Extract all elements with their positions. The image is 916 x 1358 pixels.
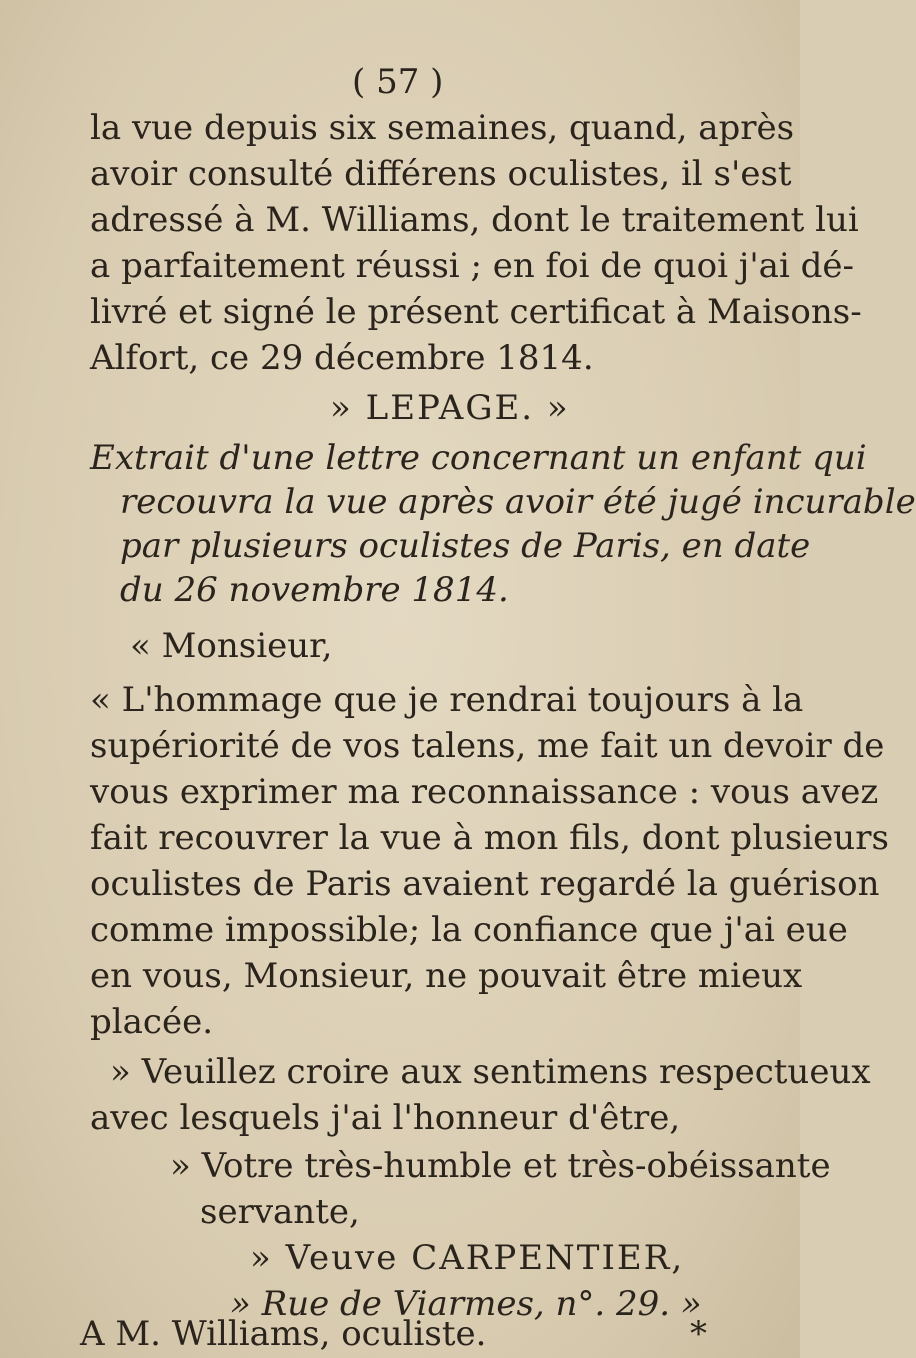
- body-line-6: Alfort, ce 29 décembre 1814.: [90, 338, 594, 378]
- addressee: A M. Williams, oculiste.: [80, 1314, 487, 1354]
- letter-line-3: vous exprimer ma reconnaissance : vous avez: [90, 772, 879, 812]
- closing-line-4: servante,: [200, 1192, 360, 1232]
- body-line-4: a parfaitement réussi ; en foi de quoi j'ai dé-: [90, 246, 855, 286]
- letter-line-5: oculistes de Paris avaient regardé la guérison: [90, 864, 880, 904]
- page-number: ( 57 ): [352, 62, 444, 102]
- extract-title-line-2: recouvra la vue après avoir été jugé incurable: [120, 482, 916, 522]
- extract-title-line-4: du 26 novembre 1814.: [120, 570, 509, 610]
- letter-line-6: comme impossible; la confiance que j'ai eue: [90, 910, 848, 950]
- closing-line-5: » Veuve CARPENTIER,: [250, 1238, 685, 1278]
- body-line-2: avoir consulté différens oculistes, il s'est: [90, 154, 792, 194]
- asterisk-mark: *: [690, 1314, 707, 1354]
- closing-line-1: » Veuillez croire aux sentimens respectueux: [110, 1052, 871, 1092]
- body-line-5: livré et signé le présent certificat à Maisons-: [90, 292, 862, 332]
- body-line-3: adressé à M. Williams, dont le traitement lui: [90, 200, 859, 240]
- signature-lepage: » LEPAGE. »: [330, 388, 570, 428]
- letter-line-7: en vous, Monsieur, ne pouvait être mieux: [90, 956, 803, 996]
- salutation: « Monsieur,: [130, 626, 333, 666]
- extract-title-line-1: Extrait d'une lettre concernant un enfant qui: [90, 438, 867, 478]
- letter-line-1: « L'hommage que je rendrai toujours à la: [90, 680, 804, 720]
- letter-line-8: placée.: [90, 1002, 214, 1042]
- letter-line-4: fait recouvrer la vue à mon fils, dont plusieurs: [90, 818, 889, 858]
- extract-title-line-3: par plusieurs oculistes de Paris, en date: [120, 526, 811, 566]
- closing-line-3: » Votre très-humble et très-obéissante: [170, 1146, 831, 1186]
- letter-line-2: supériorité de vos talens, me fait un devoir de: [90, 726, 885, 766]
- closing-line-6: » Rue de Viarmes, n°. 29. »: [230, 1284, 702, 1324]
- body-line-1: la vue depuis six semaines, quand, après: [90, 108, 795, 148]
- closing-line-2: avec lesquels j'ai l'honneur d'être,: [90, 1098, 681, 1138]
